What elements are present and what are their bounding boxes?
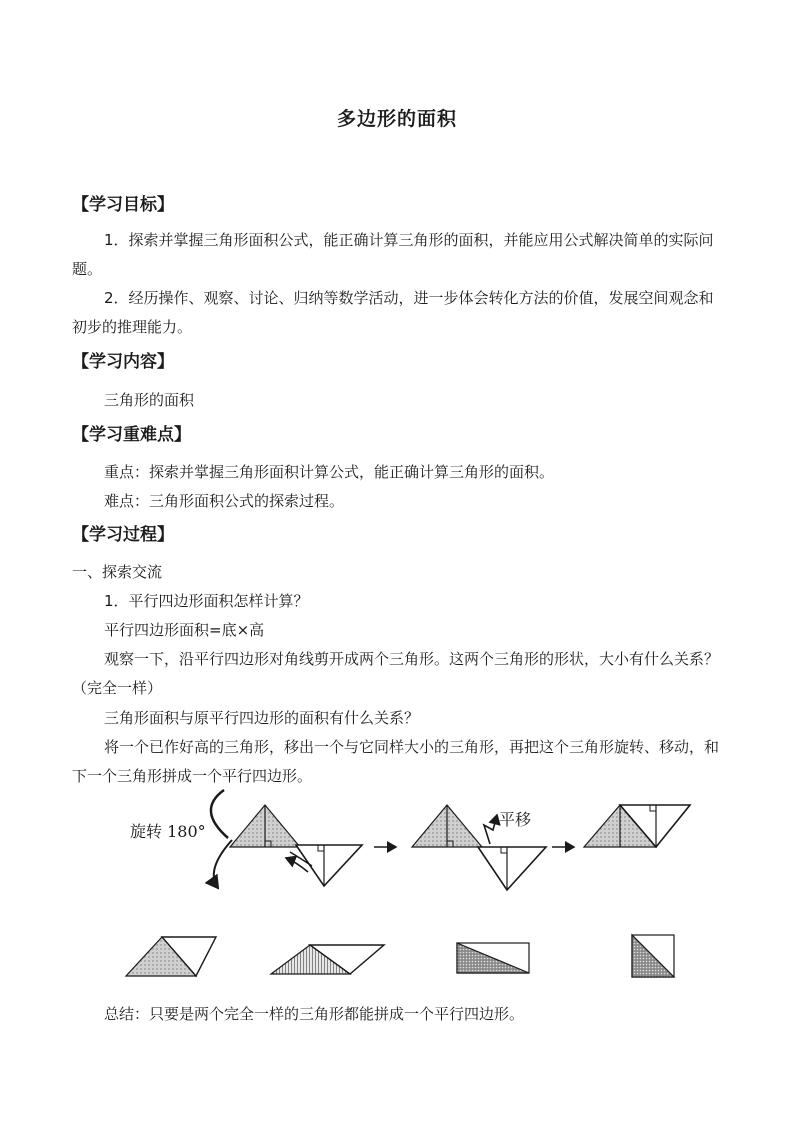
page-title: 多边形的面积 (336, 108, 457, 130)
move-arrow-icon (286, 858, 308, 872)
rotate-arc (211, 790, 228, 838)
translate-arrow-icon (484, 815, 497, 844)
question-1: 1．平行四边形面积怎样计算？ (104, 592, 309, 610)
rotate-label: 旋转 180° (130, 822, 206, 841)
keypoints-heading: 【学习重难点】 (72, 425, 191, 445)
goal-item-1: 1．探索并掌握三角形面积公式，能正确计算三角形的面积，并能应用公式解决简单的实际问题。 (72, 231, 714, 278)
summary-text: 总结：只要是两个完全一样的三角形都能拼成一个平行四边形。 (104, 1005, 525, 1023)
formula-text: 平行四边形面积=底×高 (104, 621, 265, 639)
copied-triangle (478, 847, 546, 890)
goal-item-2: 2．经历操作、观察、讨论、归纳等数学活动，进一步体会转化方法的价值，发展空间观念和初步的推理能力。 (72, 289, 714, 336)
translate-label: 平移 (499, 810, 532, 829)
process-heading: 【学习过程】 (72, 525, 174, 545)
content-text: 三角形的面积 (104, 391, 195, 409)
copied-triangle (296, 845, 362, 886)
relation-text: 三角形面积与原平行四边形的面积有什么关系？ (104, 709, 420, 727)
key-point: 重点：探索并掌握三角形面积计算公式，能正确计算三角形的面积。 (104, 463, 555, 481)
observe-text: 观察一下，沿平行四边形对角线剪开成两个三角形。这两个三角形的形状，大小有什么关系？（完全一样） (72, 650, 720, 697)
content-heading: 【学习内容】 (72, 352, 174, 372)
part1-heading: 一、探索交流 (72, 563, 163, 581)
goals-heading: 【学习目标】 (72, 195, 174, 215)
operation-text: 将一个已作好高的三角形，移出一个与它同样大小的三角形，再把这个三角形旋转、移动，和下一个三角形拼成一个平行四边形。 (72, 738, 720, 785)
difficult-point: 难点：三角形面积公式的探索过程。 (104, 492, 345, 510)
